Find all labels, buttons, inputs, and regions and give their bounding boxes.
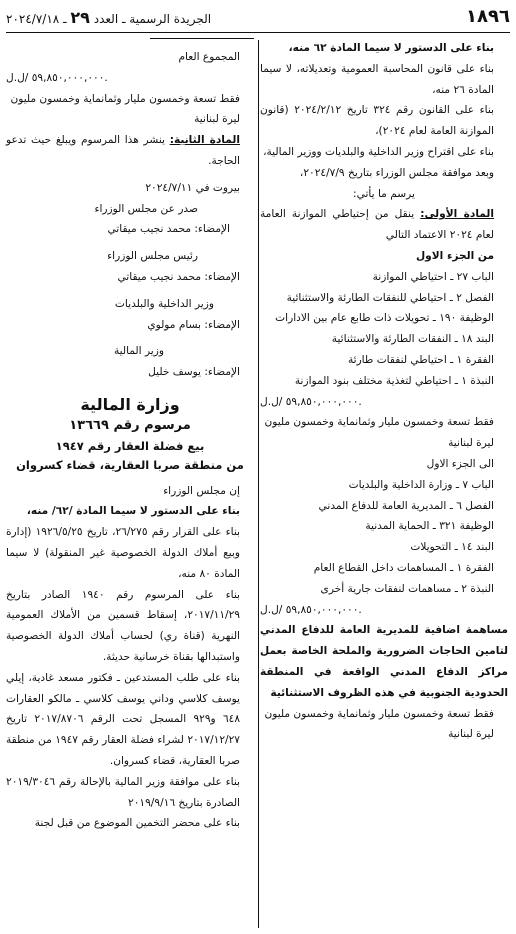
article-one xyxy=(260,204,508,246)
signatory-title: وزير الداخلية والبلديات xyxy=(114,297,214,310)
budget-line: الباب ٧ ـ وزارة الداخلية والبلديات xyxy=(348,478,494,491)
article-label: المادة الأولى: xyxy=(420,208,495,221)
place-date: بيروت في ٢٠٢٤/٧/١١ xyxy=(145,181,240,194)
amount-in-words: فقط تسعة وخمسون مليار وثمانماية وخمسون مليون ليرة لبنانية xyxy=(10,92,240,126)
paragraph: بناء على اقتراح وزير الداخلية والبلديات ووزير المالية، xyxy=(263,145,494,158)
article-label: المادة الثانية: xyxy=(169,134,240,147)
budget-line: الباب ٢٧ ـ احتياطي الموازنة xyxy=(372,270,494,283)
signature: الإمضاء: يوسف خليل xyxy=(148,366,240,379)
budget-line: البند ١٨ ـ النفقات الطارئة والاستثنائية xyxy=(331,333,494,346)
article-two xyxy=(6,130,254,172)
ministry-title: وزارة المالية xyxy=(80,394,180,414)
council-heading: إن مجلس الوزراء xyxy=(163,484,240,497)
decree-subject: بيع فضلة العقار رقم ١٩٤٧ xyxy=(55,438,205,453)
amount: ٥٩,٨٥٠,٠٠٠,٠٠٠ /ل.ل. xyxy=(260,603,362,616)
amount-in-words: فقط تسعة وخمسون مليار وثمانماية وخمسون مليون ليرة لبنانية xyxy=(264,707,494,741)
budget-line: الفقرة ١ ـ احتياطي لنفقات طارئة xyxy=(347,353,494,366)
amount: ٥٩,٨٥٠,٠٠٠,٠٠٠ /ل.ل. xyxy=(260,395,362,408)
contribution-purpose: مساهمة اضافية للمديرية العامة للدفاع المدني لتامين الحاجات الضرورية والملحة الخاصة بعمل مراكز الدفاع المدني الواقعة في المنطقة الحدودية الجنوبية في هذه الظروف الاستثنائية xyxy=(260,624,508,699)
right-column xyxy=(260,38,508,745)
paragraph: بناء على القانون رقم ٣٢٤ تاريخ ٢٠٢٤/٢/١٢ (قانون الموازنة العامة لعام ٢٠٢٤)، xyxy=(260,104,494,138)
column-divider xyxy=(258,40,259,928)
decree-formula: يرسم ما يأتي: xyxy=(353,187,415,200)
total-label: المجموع العام xyxy=(178,51,240,63)
paragraph: بناء على القرار رقم ٢٦/٢٧٥، تاريخ ١٩٢٦/٥/٢٥ (إدارة وبيع أملاك الدولة الخصوصية غير المنقولة) لا سيما المادة ٨٠ منه، xyxy=(6,526,240,580)
paragraph: بناء على الدستور لا سيما المادة ٦٢ منه، xyxy=(288,42,494,54)
gazette-name: الجريدة الرسمية ـ العدد xyxy=(93,12,212,26)
gazette-title xyxy=(6,8,211,27)
budget-line: الوظيفة ١٩٠ ـ تحويلات ذات طابع عام بين الادارات xyxy=(275,312,494,325)
short-rule xyxy=(150,38,254,39)
signature: الإمضاء: محمد نجيب ميقاتي xyxy=(107,223,230,236)
issue-number: ٢٩ xyxy=(70,8,90,27)
paragraph: بناء على موافقة وزير المالية بالإحالة رقم ٢٠١٩/٣٠٤٦ الصادرة بتاريخ ٢٠١٩/٩/١٦ xyxy=(6,775,240,809)
amount: ٥٩,٨٥٠,٠٠٠,٠٠٠ /ل.ل. xyxy=(6,71,108,84)
signature: الإمضاء: محمد نجيب ميقاتي xyxy=(117,270,240,283)
budget-line: الفصل ٢ ـ احتياطي للنفقات الطارئة والاستثنائية xyxy=(286,291,494,304)
article-text: ينشر هذا المرسوم ويبلغ حيث تدعو الحاجة. xyxy=(6,134,240,167)
section-heading: الى الجزء الاول xyxy=(426,457,494,470)
budget-line: الفصل ٦ ـ المديرية العامة للدفاع المدني xyxy=(318,499,494,512)
budget-line: النبذة ٢ ـ مساهمات لنفقات جارية أخرى xyxy=(320,582,494,595)
header-rule xyxy=(6,32,510,33)
amount-in-words: فقط تسعة وخمسون مليار وثمانماية وخمسون مليون ليرة لبنانية xyxy=(264,416,494,450)
page-number: ١٨٩٦ xyxy=(466,6,510,27)
paragraph: بناء على محضر التخمين الموضوع من قبل لجنة xyxy=(34,817,240,830)
section-heading: من الجزء الاول xyxy=(415,249,494,262)
paragraph: بناء على الدستور لا سيما المادة /٦٢/ منه، xyxy=(26,505,240,518)
article-text: ينقل من إحتياطي الموازنة العامة لعام ٢٠٢٤ الاعتماد التالي xyxy=(260,208,494,242)
paragraph: بناء على طلب المستدعين ـ فكتور مسعد غادية، إيلي يوسف كلاسي وداني يوسف كلاسي ـ مالكو العقارات ٦٤٨ و٩٢٩ المسجل تحت الرقم ٢٠١٧/٨٧٠٦ تاريخ ٢٠١٧/١٢/٢٧ لشراء فضلة العقار رقم ١٩٤٧ من منطقة صربا العقارية، قضاء كسروان. xyxy=(6,671,241,767)
paragraph: بناء على المرسوم رقم ١٩٤٠ الصادر بتاريخ ٢٠١٧/١١/٢٩، إسقاط قسمين من الأملاك العمومية النهرية (قناة ري) لحساب أملاك الدولة الخصوصية واستبدالها بقناة خرسانية حديثة. xyxy=(6,588,240,663)
budget-line: الوظيفة ٣٢١ ـ الحماية المدنية xyxy=(365,520,494,533)
signatory-title: رئيس مجلس الوزراء xyxy=(107,250,198,263)
signatory-title: وزير المالية xyxy=(113,345,164,358)
budget-line: البند ١٤ ـ التحويلات xyxy=(410,541,494,554)
issued-by: صدر عن مجلس الوزراء xyxy=(94,202,198,215)
issue-date: ـ ٢٠٢٤/٧/١٨ xyxy=(6,12,67,26)
page-header xyxy=(6,4,510,34)
budget-line: الفقرة ١ ـ المساهمات داخل القطاع العام xyxy=(313,561,494,574)
signature: الإمضاء: بسام مولوي xyxy=(147,318,240,331)
paragraph: وبعد موافقة مجلس الوزراء بتاريخ ٢٠٢٤/٧/٩، xyxy=(299,166,494,179)
left-column xyxy=(6,38,254,834)
budget-line: النبذة ١ ـ احتياطي لتغذية مختلف بنود الموازنة xyxy=(294,374,494,387)
decree-number: مرسوم رقم ١٣٦٦٩ xyxy=(69,417,191,433)
paragraph: بناء على قانون المحاسبة العمومية وتعديلاته، لا سيما المادة ٢٦ منه، xyxy=(260,62,494,96)
decree-subject: من منطقة صربا العقارية، قضاء كسروان xyxy=(16,457,244,472)
